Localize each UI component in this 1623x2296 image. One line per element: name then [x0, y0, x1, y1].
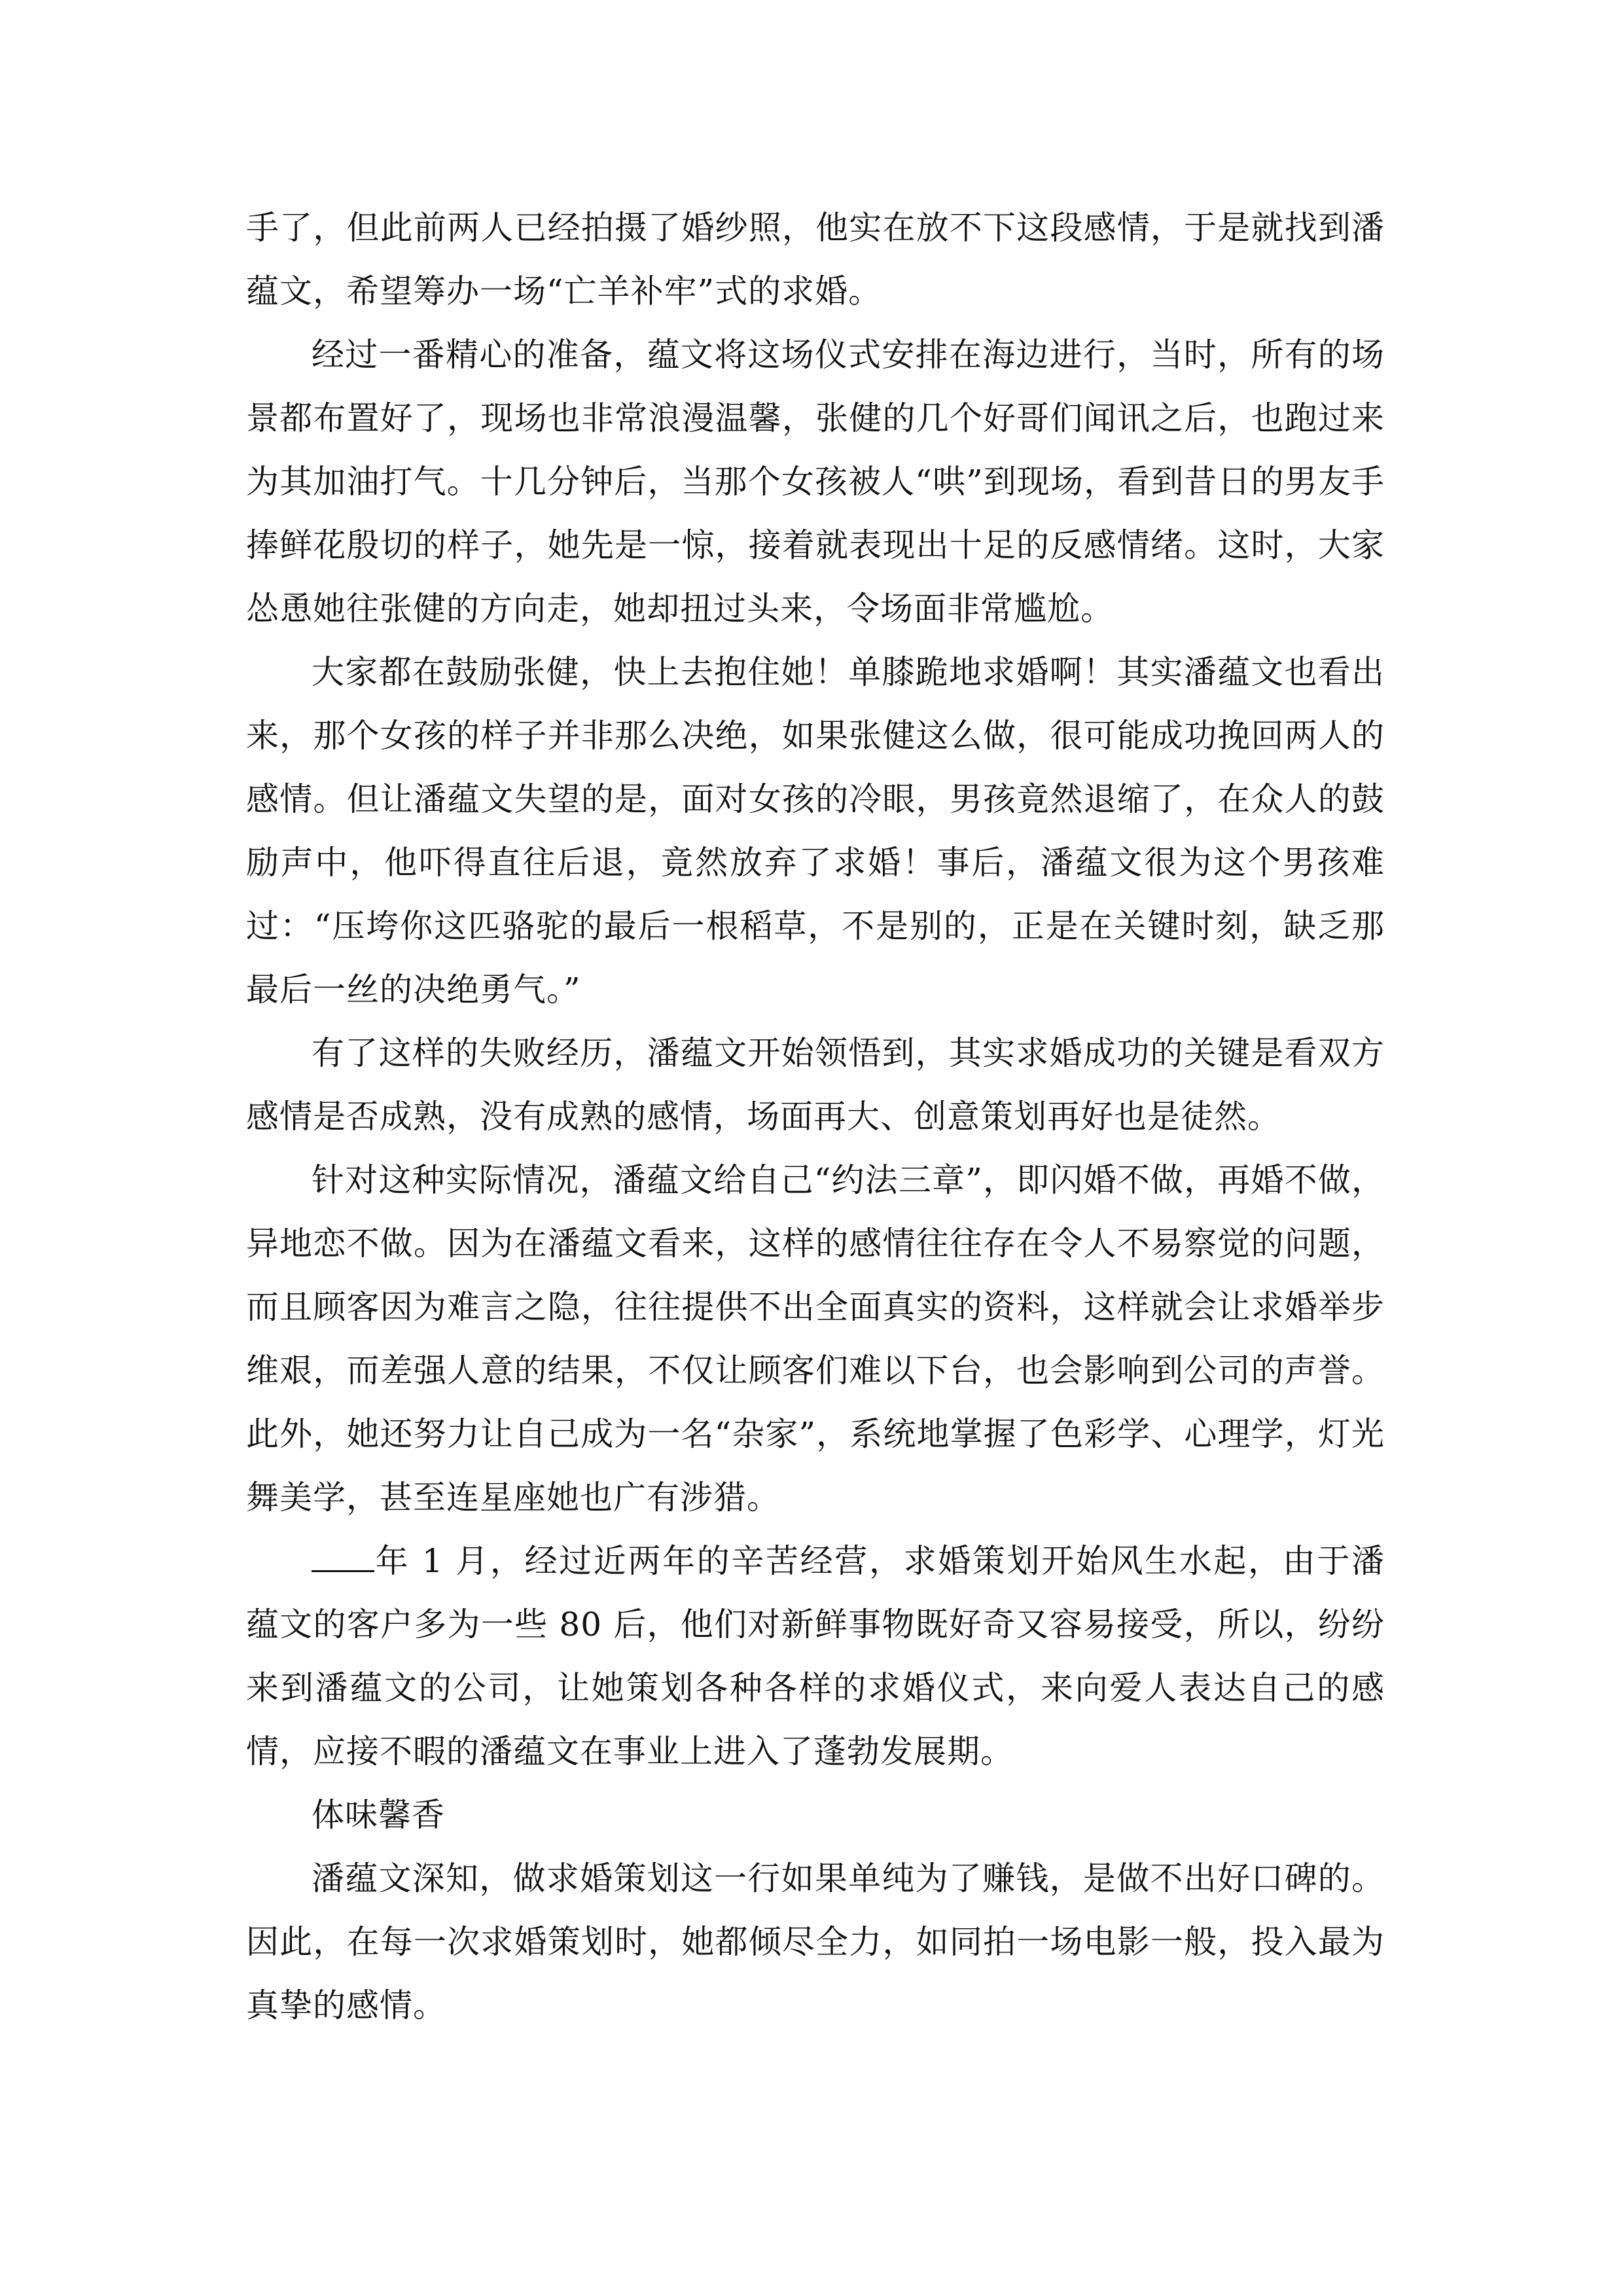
paragraph-6 — [246, 1530, 1385, 1784]
paragraph-4: 有了这样的失败经历，潘蕴文开始领悟到，其实求婚成功的关键是看双方感情是否成熟，没有成熟的感情，场面再大、创意策划再好也是徒然。 — [246, 1034, 1385, 1136]
paragraph-8: 潘蕴文深知，做求婚策划这一行如果单纯为了赚钱，是做不出好口碑的。因此，在每一次求婚策划时，她都倾尽全力，如同拍一场电影一般，投入最为真挚的感情。 — [246, 1859, 1385, 2024]
paragraph-1: 手了，但此前两人已经拍摄了婚纱照，他实在放不下这段感情，于是就找到潘蕴文，希望筹办一场“亡羊补牢”式的求婚。 — [246, 209, 1385, 310]
paragraph-3: 大家都在鼓励张健，快上去抱住她！单膝跪地求婚啊！其实潘蕴文也看出来，那个女孩的样子并非那么决绝，如果张健这么做，很可能成功挽回两人的感情。但让潘蕴文失望的是，面对女孩的冷眼，男孩竟然退缩了，在众人的鼓励声中，他吓得直往后退，竟然放弃了求婚！事后，潘蕴文很为这个男孩难过：“压垮你这匹骆驼的最后一根稻草，不是别的，正是在关键时刻，缺乏那最后一丝的决绝勇气。” — [246, 653, 1385, 1009]
section-heading: 体味馨香 — [312, 1796, 445, 1834]
year-blank-line — [312, 1536, 374, 1572]
paragraph-6-text: 年 1 月，经过近两年的辛苦经营，求婚策划开始风生水起，由于潘蕴文的客户多为一些 80 后，他们对新鲜事物既好奇又容易接受，所以，纷纷来到潘蕴文的公司，让她策划各种各样的求婚仪式，来向爱人表达自己的感情，应接不暇的潘蕴文在事业上进入了蓬勃发展期。 — [246, 1542, 1385, 1770]
paragraph-2: 经过一番精心的准备，蕴文将这场仪式安排在海边进行，当时，所有的场景都布置好了，现场也非常浪漫温馨，张健的几个好哥们闻讯之后，也跑过来为其加油打气。十几分钟后，当那个女孩被人“哄”到现场，看到昔日的男友手捧鲜花殷切的样子，她先是一惊，接着就表现出十足的反感情绪。这时，大家怂恿她往张健的方向走，她却扭过头来，令场面非常尴尬。 — [246, 336, 1385, 628]
document-page — [246, 196, 1385, 2037]
paragraph-5: 针对这种实际情况，潘蕴文给自己“约法三章”，即闪婚不做，再婚不做，异地恋不做。因为在潘蕴文看来，这样的感情往往存在令人不易察觉的问题，而且顾客因为难言之隐，往往提供不出全面真实的资料，这样就会让求婚举步维艰，而差强人意的结果，不仅让顾客们难以下台，也会影响到公司的声誉。此外，她还努力让自己成为一名“杂家”，系统地掌握了色彩学、心理学，灯光舞美学，甚至连星座她也广有涉猎。 — [246, 1161, 1385, 1516]
